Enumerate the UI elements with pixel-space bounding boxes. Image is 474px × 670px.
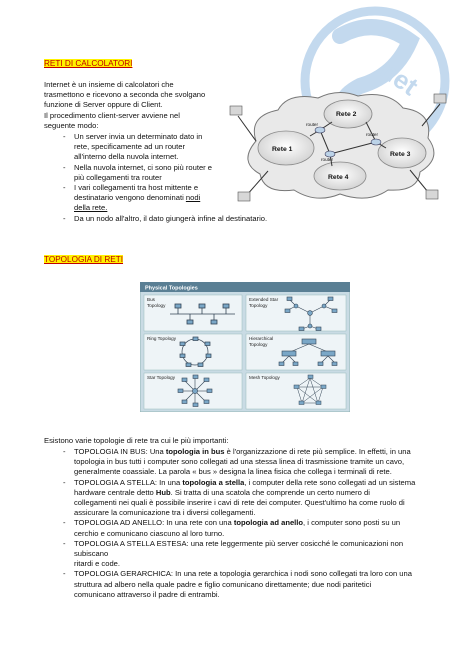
topologies-intro: Esistono varie topologie di rete tra cui le più importanti: xyxy=(44,436,229,445)
svg-text:net: net xyxy=(374,54,424,102)
section-title-topologia: TOPOLOGIA DI RETI xyxy=(44,255,124,264)
section-title-reti: RETI DI CALCOLATORI xyxy=(44,59,133,68)
rete-2-label: Rete 2 xyxy=(336,111,357,118)
computer-icon xyxy=(238,192,250,201)
list-item: - TOPOLOGIA A STELLA: In una topologia a stella, i computer della rete sono collegati ad un sistema hardware centrale detto Hub. Si tratta di una scatola che comprende un certo numero di collegamenti nei quali è possibile inserire i cavi di rete dei computer. Quest'ultimo ha come ruolo di assicurare la comunicazione tra i diversi collegamenti. xyxy=(60,478,435,519)
mesh-label: Mesh Topology xyxy=(249,375,280,380)
topologies-list xyxy=(60,447,435,600)
rete-3-label: Rete 3 xyxy=(390,151,411,158)
computer-icon xyxy=(434,94,446,103)
figure-header: Physical Topologies xyxy=(145,285,198,292)
star-label: Star Topology xyxy=(147,375,176,380)
router-icon xyxy=(315,127,325,133)
svg-text:Topology: Topology xyxy=(147,303,166,308)
svg-text:Topology: Topology xyxy=(249,342,268,347)
physical-topologies-figure xyxy=(140,282,350,412)
ring-label: Ring Topology xyxy=(147,336,177,341)
list-item: - Nella nuvola internet, ci sono più router e più collegamenti tra router xyxy=(60,163,260,183)
list-item: - TOPOLOGIA A STELLA ESTESA: una rete leggermente più server cosicché le comunicazioni non subiscano ritardi e code. xyxy=(60,539,435,570)
computer-icon xyxy=(230,106,242,115)
nodi-link: nodi xyxy=(185,193,201,203)
computer-icon xyxy=(426,190,438,199)
intro-paragraph: Internet è un insieme di calcolatori che trasmettono e ricevono a seconda che svolgano funzione di Server oppure di Client. Il procedimento client-server avviene nel seguente modo: xyxy=(44,80,206,130)
list-item: - Da un nodo all'altro, il dato giungerà infine al destinatario. xyxy=(60,214,260,224)
hierarchical-label: Hierarchical xyxy=(249,336,274,341)
router-label: router xyxy=(366,132,379,137)
list-item: - Un server invia un determinato dato in rete, specificamente ad un router all'interno della nuvola internet. xyxy=(60,132,260,163)
rete-4-label: Rete 4 xyxy=(328,174,349,181)
list-item: - TOPOLOGIA AD ANELLO: In una rete con una topologia ad anello, i computer sono posti su un cerchio e comunicano ciascuno al loro turno. xyxy=(60,518,435,538)
bus-label: Bus xyxy=(147,297,155,302)
network-cloud-diagram xyxy=(228,86,452,206)
rete-1-label: Rete 1 xyxy=(272,146,293,153)
ext-star-label: Extended Star xyxy=(249,297,279,302)
router-label: router xyxy=(306,122,319,127)
list-item: - TOPOLOGIA IN BUS: Una topologia in bus è l'organizzazione di rete più semplice. In effetti, in una topologia in bus tutti i computer sono collegati ad una stessa linea di trasmissione tramite un cavo, generalmente coassiale. La parola « bus » designa la linea fisica che collega i terminali di rete. xyxy=(60,447,435,478)
list-item: - I vari collegamenti tra host mittente e destinatario vengono denominati nodi della rete. xyxy=(60,183,260,214)
list-item: - TOPOLOGIA GERARCHICA: In una rete a topologia gerarchica i nodi sono collegati tra loro con una struttura ad albero nella quale padre e figlio comunicano direttamente; due nodi paritetici comunicano attraverso il padre di entrambi. xyxy=(60,569,435,600)
router-label: router xyxy=(321,157,334,162)
svg-text:Topology: Topology xyxy=(249,303,268,308)
router-icon xyxy=(371,139,381,145)
star-topology-icon xyxy=(178,375,212,407)
